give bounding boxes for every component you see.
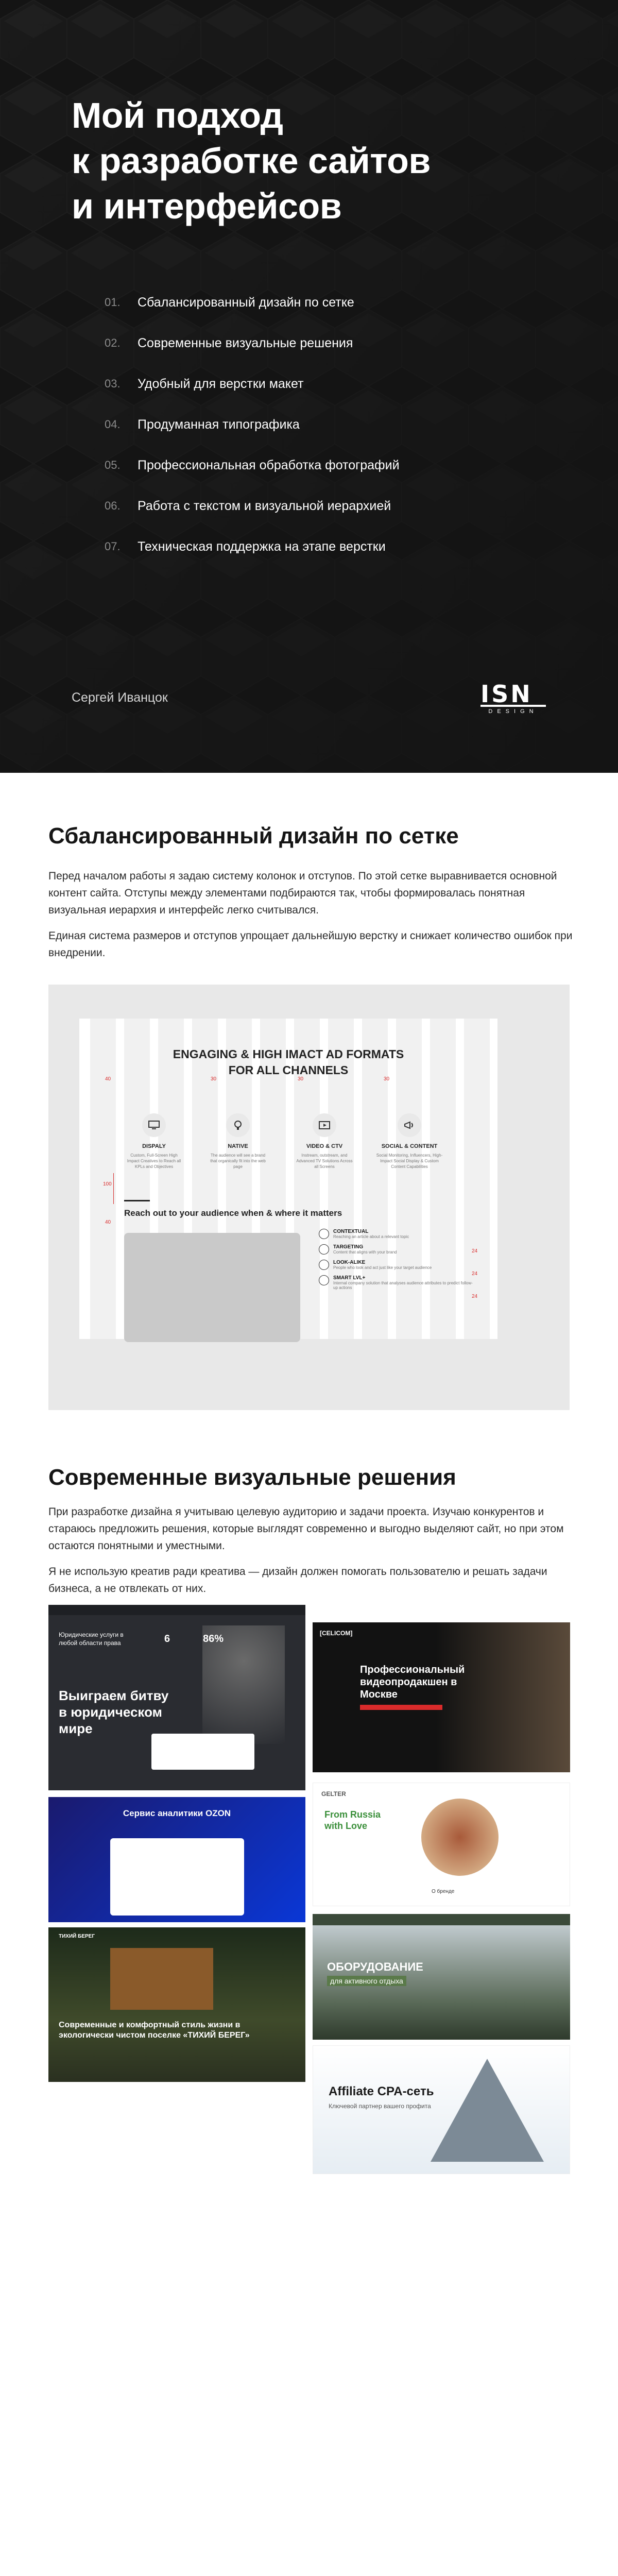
item-number: 05. bbox=[105, 459, 121, 471]
target-desc: Internal company solution that analyses audience attributes to predict follow-up actions bbox=[333, 1281, 473, 1290]
outdoor-subtitle: для активного отдыха bbox=[327, 1976, 406, 1986]
list-item bbox=[105, 295, 400, 335]
format-desc: Instream, outstream, and Advanced TV Solutions Across all Screens bbox=[296, 1153, 353, 1169]
format-desc: The audience will see a brand that organically fit into the web page bbox=[210, 1153, 266, 1169]
item-number: 02. bbox=[105, 336, 121, 349]
author-name: Сергей Иванцок bbox=[72, 690, 168, 705]
screenshot-video-site bbox=[313, 1622, 570, 1772]
target-title: SMART LVL+ bbox=[333, 1275, 366, 1281]
hero-cover bbox=[0, 0, 618, 773]
format-title: SOCIAL & CONTENT bbox=[381, 1143, 438, 1149]
format-card bbox=[208, 1113, 268, 1170]
mockup-heading-line: FOR ALL CHANNELS bbox=[228, 1063, 349, 1077]
village-headline: Современные и комфортный стиль жизни в экологически чистом поселке «ТИХИЙ БЕРЕГ» bbox=[59, 2021, 250, 2040]
item-text: Техническая поддержка на этапе верстки bbox=[138, 539, 386, 554]
format-card bbox=[376, 1113, 443, 1170]
spacing-mark: 30 bbox=[211, 1076, 217, 1082]
target-list bbox=[319, 1229, 473, 1290]
format-desc: Social Monitoring, Influencers, High-Impact Social Display & Custom Content Capabilities bbox=[376, 1153, 443, 1169]
megaphone-icon bbox=[398, 1113, 421, 1137]
section-paragraph: При разработке дизайна я учитываю целевую аудиторию и задачи проекта. Изучаю конкурентов и стараюсь предложить решения, которые выглядят современно и выгодно выделяют сайт, но при этом остаются понятными и уместными. bbox=[48, 1506, 564, 1552]
screenshot-village-site bbox=[48, 1927, 305, 2082]
target-desc: Reaching an article about a relevant topic bbox=[333, 1234, 409, 1239]
format-card bbox=[124, 1113, 184, 1170]
section-paragraph: Единая система размеров и отступов упрощает дальнейшую верстку и снижает количество ошибок при внедрении. bbox=[48, 930, 573, 959]
spacing-mark: 30 bbox=[298, 1076, 304, 1082]
logo-mark: ISN bbox=[480, 683, 546, 707]
screenshot-cpa-site bbox=[313, 2045, 570, 2174]
list-item bbox=[105, 376, 400, 417]
format-title: NATIVE bbox=[228, 1143, 248, 1149]
ozon-headline: Сервис аналитики OZON bbox=[123, 1808, 231, 1818]
item-number: 07. bbox=[105, 540, 121, 553]
target-item bbox=[319, 1244, 473, 1255]
gelter-headline: From Russia with Love bbox=[324, 1809, 381, 1831]
video-brand: [CELICOM] bbox=[320, 1630, 353, 1637]
target-icon bbox=[319, 1244, 329, 1255]
list-item bbox=[105, 539, 400, 580]
item-text: Профессиональная обработка фотографий bbox=[138, 458, 400, 472]
video-icon bbox=[313, 1113, 336, 1137]
spacing-mark: 30 bbox=[384, 1076, 390, 1082]
target-title: LOOK-ALIKE bbox=[333, 1260, 366, 1265]
target-icon bbox=[319, 1275, 329, 1285]
native-icon bbox=[226, 1113, 250, 1137]
item-text: Сбалансированный дизайн по сетке bbox=[138, 295, 354, 310]
spacing-mark: 40 bbox=[105, 1076, 111, 1082]
screenshot-ozon-site bbox=[48, 1797, 305, 1922]
target-desc: People who look and act just like your target audience bbox=[333, 1265, 432, 1270]
legal-hero-text: Юридические услуги в любой области права bbox=[59, 1631, 124, 1647]
mockup-heading bbox=[79, 1046, 497, 1078]
hero-title-line: к разработке сайтов bbox=[72, 141, 431, 181]
target-title: CONTEXTUAL bbox=[333, 1229, 369, 1234]
target-icon bbox=[319, 1260, 329, 1270]
section-title: Сбалансированный дизайн по сетке bbox=[48, 823, 459, 849]
hero-title-line: и интерфейсов bbox=[72, 186, 342, 226]
item-number: 01. bbox=[105, 296, 121, 309]
cpa-subtitle: Ключевой партнер вашего профита bbox=[329, 2103, 431, 2110]
screenshot-gelter-site bbox=[313, 1783, 570, 1906]
spacing-mark: 40 bbox=[105, 1219, 111, 1225]
image-placeholder bbox=[124, 1233, 300, 1342]
section-paragraph: Я не использую креатив ради креатива — дизайн должен помогать пользователю и решать задачи бизнеса, а не отвлекать от них. bbox=[48, 1566, 547, 1595]
spacing-mark: 24 bbox=[472, 1271, 478, 1277]
hero-title-line: Мой подход bbox=[72, 95, 283, 135]
screenshot-legal-site bbox=[48, 1605, 305, 1790]
spacing-mark: 24 bbox=[472, 1294, 478, 1299]
grid-mockup-page bbox=[79, 1019, 497, 1339]
reach-title: Reach out to your audience when & where it matters bbox=[124, 1208, 342, 1218]
spacing-mark: 100 bbox=[103, 1181, 112, 1187]
spacing-mark: 24 bbox=[472, 1248, 478, 1254]
list-item bbox=[105, 498, 400, 539]
list-item bbox=[105, 335, 400, 376]
display-icon bbox=[142, 1113, 166, 1137]
item-text: Работа с текстом и визуальной иерархией bbox=[138, 499, 391, 513]
section-paragraph: Перед началом работы я задаю систему колонок и отступов. По этой сетке выравнивается основной контент сайта. Отступы между элементами подбираются так, чтобы формировалась понятная визуальная иерархия и интерфейс легко считывался. bbox=[48, 870, 557, 916]
item-number: 06. bbox=[105, 499, 121, 512]
target-item bbox=[319, 1229, 473, 1239]
cpa-headline: Affiliate CPA-сеть bbox=[329, 2084, 434, 2098]
target-title: TARGETING bbox=[333, 1244, 364, 1250]
item-text: Удобный для верстки макет bbox=[138, 377, 304, 391]
video-headline: Профессиональный видеопродакшен в Москве bbox=[360, 1664, 465, 1700]
approach-list bbox=[105, 295, 400, 580]
format-card bbox=[295, 1113, 354, 1170]
screenshot-outdoor-site bbox=[313, 1914, 570, 2040]
item-number: 03. bbox=[105, 377, 121, 390]
legal-headline: Выиграем битву в юридическом мире bbox=[59, 1688, 169, 1736]
target-item bbox=[319, 1260, 473, 1270]
legal-stat: 86% bbox=[203, 1633, 224, 1645]
format-title: VIDEO & CTV bbox=[306, 1143, 343, 1149]
logo-subtitle: DESIGN bbox=[488, 708, 538, 715]
gelter-brand: GELTER bbox=[321, 1790, 346, 1798]
gelter-about: О бренде bbox=[432, 1889, 455, 1894]
item-text: Современные визуальные решения bbox=[138, 336, 353, 350]
list-item bbox=[105, 417, 400, 457]
legal-stat: 6 bbox=[164, 1633, 170, 1645]
target-desc: Content that aligns with your brand bbox=[333, 1250, 397, 1255]
outdoor-headline: ОБОРУДОВАНИЕ bbox=[327, 1960, 423, 1973]
item-text: Продуманная типографика bbox=[138, 417, 300, 432]
list-item bbox=[105, 457, 400, 498]
village-brand: ТИХИЙ БЕРЕГ bbox=[59, 1934, 95, 1939]
brand-logo bbox=[480, 680, 546, 715]
format-desc: Custom, Full-Screen High Impact Creatives to Reach all KPLs and Objectives bbox=[127, 1153, 181, 1169]
mockup-heading-line: ENGAGING & HIGH IMACT AD FORMATS bbox=[173, 1047, 404, 1061]
hero-title bbox=[72, 93, 431, 229]
format-title: DISPALY bbox=[142, 1143, 166, 1149]
target-icon bbox=[319, 1229, 329, 1239]
visual-section bbox=[0, 1427, 618, 2208]
item-number: 04. bbox=[105, 418, 121, 431]
target-item bbox=[319, 1275, 473, 1290]
section-title: Современные визуальные решения bbox=[48, 1465, 456, 1490]
